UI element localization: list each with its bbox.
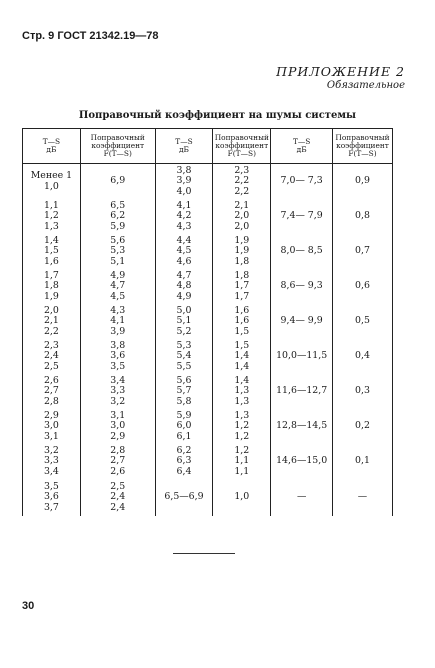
cell-value: 1,5 bbox=[234, 339, 250, 351]
table-title: Поправочный коэффициент на шумы системы bbox=[78, 110, 357, 121]
cell-value: 3,3 bbox=[110, 385, 126, 397]
cell-value: 3,6 bbox=[110, 350, 126, 362]
cell-value: 2,0 bbox=[234, 220, 250, 232]
cell-value: 5,1 bbox=[176, 315, 192, 327]
cell-value: 4,1 bbox=[176, 199, 192, 211]
table-cell bbox=[155, 479, 213, 516]
table-cell bbox=[155, 269, 213, 304]
cell-value: 3,2 bbox=[43, 444, 59, 456]
col-header-t-s: T—S дБ bbox=[23, 129, 81, 164]
cell-value: 2,1 bbox=[234, 199, 250, 211]
cell-value: 6,0 bbox=[176, 420, 192, 432]
cell-value: 5,6 bbox=[176, 374, 192, 386]
cell-value: 3,4 bbox=[43, 465, 59, 477]
cell-value: 2,2 bbox=[234, 185, 250, 197]
table-cell bbox=[80, 269, 155, 304]
table-row bbox=[23, 199, 393, 234]
cell-value: 4,7 bbox=[176, 269, 192, 281]
cell-value: 6,4 bbox=[176, 465, 192, 477]
cell-value: 3,0 bbox=[110, 420, 126, 432]
cell-value: 4,9 bbox=[176, 290, 192, 302]
cell-value: 2,0 bbox=[234, 210, 250, 222]
cell-value: 5,0 bbox=[176, 304, 192, 316]
cell-value: 3,4 bbox=[110, 374, 126, 386]
cell-value: 1,2 bbox=[43, 210, 59, 222]
table-row bbox=[23, 444, 393, 479]
table-cell bbox=[23, 339, 81, 374]
table-cell: 0,7 bbox=[332, 234, 392, 269]
table-cell bbox=[213, 444, 271, 479]
cell-value: 1,4 bbox=[234, 374, 250, 386]
table-cell bbox=[155, 339, 213, 374]
table-cell bbox=[213, 199, 271, 234]
cell-value: 2,4 bbox=[110, 491, 126, 503]
cell-value: 2,4 bbox=[43, 350, 59, 362]
table-cell: 8,0— 8,5 bbox=[271, 234, 333, 269]
table-cell bbox=[155, 409, 213, 444]
cell-value: 5,7 bbox=[176, 385, 192, 397]
cell-value: 5,9 bbox=[110, 220, 126, 232]
table-cell bbox=[80, 374, 155, 409]
table-cell bbox=[23, 199, 81, 234]
cell-value: 4,3 bbox=[176, 220, 192, 232]
cell-value: 3,3 bbox=[43, 455, 59, 467]
table-row bbox=[23, 269, 393, 304]
table-cell: 11,6—12,7 bbox=[271, 374, 333, 409]
table-cell: 14,6—15,0 bbox=[271, 444, 333, 479]
page-number: 30 bbox=[22, 600, 35, 612]
cell-value: 3,0 bbox=[43, 420, 59, 432]
table-cell: 8,6— 9,3 bbox=[271, 269, 333, 304]
cell-value: 1,4 bbox=[234, 360, 250, 372]
table-cell bbox=[155, 199, 213, 234]
table-cell bbox=[155, 304, 213, 339]
cell-value: 4,5 bbox=[110, 290, 126, 302]
cell-value: 6,2 bbox=[176, 444, 192, 456]
cell-value: 1,8 bbox=[234, 255, 250, 267]
cell-value: 6,3 bbox=[176, 455, 192, 467]
cell-value: 2,1 bbox=[43, 315, 59, 327]
cell-value: 1,3 bbox=[234, 409, 250, 421]
cell-value: 3,2 bbox=[110, 395, 126, 407]
cell-value: 1,1 bbox=[43, 199, 59, 211]
cell-value: 2,2 bbox=[43, 325, 59, 337]
footer-rule bbox=[173, 553, 235, 554]
cell-value: 3,5 bbox=[110, 360, 126, 372]
table-cell bbox=[80, 234, 155, 269]
cell-value: 5,4 bbox=[176, 350, 192, 362]
table-row bbox=[23, 409, 393, 444]
table-row bbox=[23, 304, 393, 339]
cell-value: 1,7 bbox=[234, 290, 250, 302]
cell-value: 1,6 bbox=[234, 315, 250, 327]
cell-value: 5,3 bbox=[110, 245, 126, 257]
cell-value: 5,8 bbox=[176, 395, 192, 407]
table-cell bbox=[23, 479, 81, 516]
cell-value: 4,9 bbox=[110, 269, 126, 281]
cell-value: 1,0 bbox=[234, 491, 250, 503]
cell-value: 1,6 bbox=[234, 304, 250, 316]
table-cell: 0,6 bbox=[332, 269, 392, 304]
cell-value: 2,9 bbox=[43, 409, 59, 421]
table-cell bbox=[23, 409, 81, 444]
cell-value: 4,2 bbox=[176, 210, 192, 222]
table-row bbox=[23, 339, 393, 374]
table-cell bbox=[80, 339, 155, 374]
cell-value: 1,3 bbox=[234, 385, 250, 397]
cell-value: 4,8 bbox=[176, 280, 192, 292]
table-cell: — bbox=[271, 479, 333, 516]
table-cell bbox=[213, 339, 271, 374]
table-cell bbox=[80, 409, 155, 444]
cell-value: 6,9 bbox=[110, 175, 126, 187]
cell-value: 1,1 bbox=[234, 465, 250, 477]
table-cell: 9,4— 9,9 bbox=[271, 304, 333, 339]
table-cell: 0,1 bbox=[332, 444, 392, 479]
col-header-factor: Поправочный коэффициент F(T—S) bbox=[213, 129, 271, 164]
cell-value: 1,9 bbox=[234, 234, 250, 246]
cell-value: 4,5 bbox=[176, 245, 192, 257]
cell-value: 1,7 bbox=[43, 269, 59, 281]
cell-value: 3,6 bbox=[43, 491, 59, 503]
cell-value: 5,9 bbox=[176, 409, 192, 421]
cell-value: 1,1 bbox=[234, 455, 250, 467]
cell-value: 4,3 bbox=[110, 304, 126, 316]
table-cell bbox=[23, 164, 81, 200]
col-header-t-s: T—S дБ bbox=[155, 129, 213, 164]
cell-value: 1,8 bbox=[234, 269, 250, 281]
cell-value: 6,1 bbox=[176, 430, 192, 442]
cell-value: 1,8 bbox=[43, 280, 59, 292]
cell-value: 5,6 bbox=[110, 234, 126, 246]
cell-value: 5,5 bbox=[176, 360, 192, 372]
cell-value: 1,4 bbox=[43, 234, 59, 246]
cell-value: 3,1 bbox=[43, 430, 59, 442]
cell-value: 3,5 bbox=[43, 480, 59, 492]
cell-value: 5,2 bbox=[176, 325, 192, 337]
table-cell bbox=[23, 374, 81, 409]
table-cell: — bbox=[332, 479, 392, 516]
table-cell bbox=[80, 304, 155, 339]
appendix-title: ПРИЛОЖЕНИЕ 2 bbox=[276, 64, 405, 79]
table-cell bbox=[80, 199, 155, 234]
table-body bbox=[23, 164, 393, 517]
cell-value: 2,6 bbox=[43, 374, 59, 386]
cell-value: 3,9 bbox=[110, 325, 126, 337]
table-cell bbox=[155, 374, 213, 409]
table-cell: 0,8 bbox=[332, 199, 392, 234]
table-cell bbox=[80, 479, 155, 516]
cell-value: 1,7 bbox=[234, 280, 250, 292]
cell-value: 1,2 bbox=[234, 444, 250, 456]
cell-value: 5,1 bbox=[110, 255, 126, 267]
table-cell: 12,8—14,5 bbox=[271, 409, 333, 444]
table-row bbox=[23, 374, 393, 409]
cell-value: 2,6 bbox=[110, 465, 126, 477]
table-cell bbox=[155, 234, 213, 269]
table-cell bbox=[80, 444, 155, 479]
table-cell bbox=[213, 269, 271, 304]
table-row bbox=[23, 479, 393, 516]
cell-value: 1,5 bbox=[43, 245, 59, 257]
table-cell: 0,5 bbox=[332, 304, 392, 339]
table-row bbox=[23, 164, 393, 200]
cell-value: 6,5 bbox=[110, 199, 126, 211]
table-cell bbox=[23, 444, 81, 479]
cell-value: 2,9 bbox=[110, 430, 126, 442]
cell-value: 2,7 bbox=[110, 455, 126, 467]
cell-value: 5,3 bbox=[176, 339, 192, 351]
cell-value: 3,8 bbox=[176, 164, 192, 176]
table-cell bbox=[213, 409, 271, 444]
cell-value: 2,5 bbox=[110, 480, 126, 492]
cell-value: 6,2 bbox=[110, 210, 126, 222]
table-header-row bbox=[23, 129, 393, 164]
table-cell bbox=[155, 444, 213, 479]
table-cell: 0,3 bbox=[332, 374, 392, 409]
table-cell bbox=[80, 164, 155, 200]
cell-value: 2,8 bbox=[110, 444, 126, 456]
cell-value: 2,5 bbox=[43, 360, 59, 372]
cell-value: 2,3 bbox=[234, 164, 250, 176]
table-cell: 7,4— 7,9 bbox=[271, 199, 333, 234]
table-cell bbox=[213, 304, 271, 339]
table-cell: 0,2 bbox=[332, 409, 392, 444]
cell-value: 2,7 bbox=[43, 385, 59, 397]
cell-value: 1,9 bbox=[234, 245, 250, 257]
cell-value: 1,5 bbox=[234, 325, 250, 337]
table-cell bbox=[213, 374, 271, 409]
appendix-subtitle: Обязательное bbox=[326, 80, 405, 91]
cell-value: 2,3 bbox=[43, 339, 59, 351]
col-header-factor: Поправочный коэффициент F(T—S) bbox=[80, 129, 155, 164]
page-header: Стр. 9 ГОСТ 21342.19—78 bbox=[22, 30, 159, 42]
table-cell bbox=[155, 164, 213, 200]
cell-value: Менее 1 bbox=[30, 169, 73, 181]
cell-value: 1,0 bbox=[43, 180, 59, 192]
cell-value: 1,3 bbox=[43, 220, 59, 232]
cell-value: 3,9 bbox=[176, 175, 192, 187]
cell-value: 2,4 bbox=[110, 501, 126, 513]
table-cell bbox=[213, 164, 271, 200]
cell-value: 2,8 bbox=[43, 395, 59, 407]
cell-value: 2,2 bbox=[234, 175, 250, 187]
cell-value: 2,0 bbox=[43, 304, 59, 316]
cell-value: 1,3 bbox=[234, 395, 250, 407]
cell-value: 4,4 bbox=[176, 234, 192, 246]
table-cell bbox=[213, 479, 271, 516]
cell-value: 6,5—6,9 bbox=[164, 491, 204, 503]
cell-value: 4,7 bbox=[110, 280, 126, 292]
cell-value: 1,2 bbox=[234, 430, 250, 442]
correction-table bbox=[22, 128, 393, 516]
cell-value: 4,1 bbox=[110, 315, 126, 327]
table-cell bbox=[213, 234, 271, 269]
cell-value: 1,4 bbox=[234, 350, 250, 362]
col-header-factor: Поправочный коэффициент F(T—S) bbox=[332, 129, 392, 164]
cell-value: 3,8 bbox=[110, 339, 126, 351]
cell-value: 3,7 bbox=[43, 501, 59, 513]
table-cell: 7,0— 7,3 bbox=[271, 164, 333, 200]
cell-value: 4,0 bbox=[176, 185, 192, 197]
table-cell: 10,0—11,5 bbox=[271, 339, 333, 374]
cell-value: 3,1 bbox=[110, 409, 126, 421]
table-cell bbox=[23, 304, 81, 339]
table-row bbox=[23, 234, 393, 269]
table-cell: 0,9 bbox=[332, 164, 392, 200]
cell-value: 4,6 bbox=[176, 255, 192, 267]
col-header-t-s: T—S дБ bbox=[271, 129, 333, 164]
table-cell: 0,4 bbox=[332, 339, 392, 374]
cell-value: 1,6 bbox=[43, 255, 59, 267]
cell-value: 1,9 bbox=[43, 290, 59, 302]
cell-value: 1,2 bbox=[234, 420, 250, 432]
table-cell bbox=[23, 234, 81, 269]
table-cell bbox=[23, 269, 81, 304]
